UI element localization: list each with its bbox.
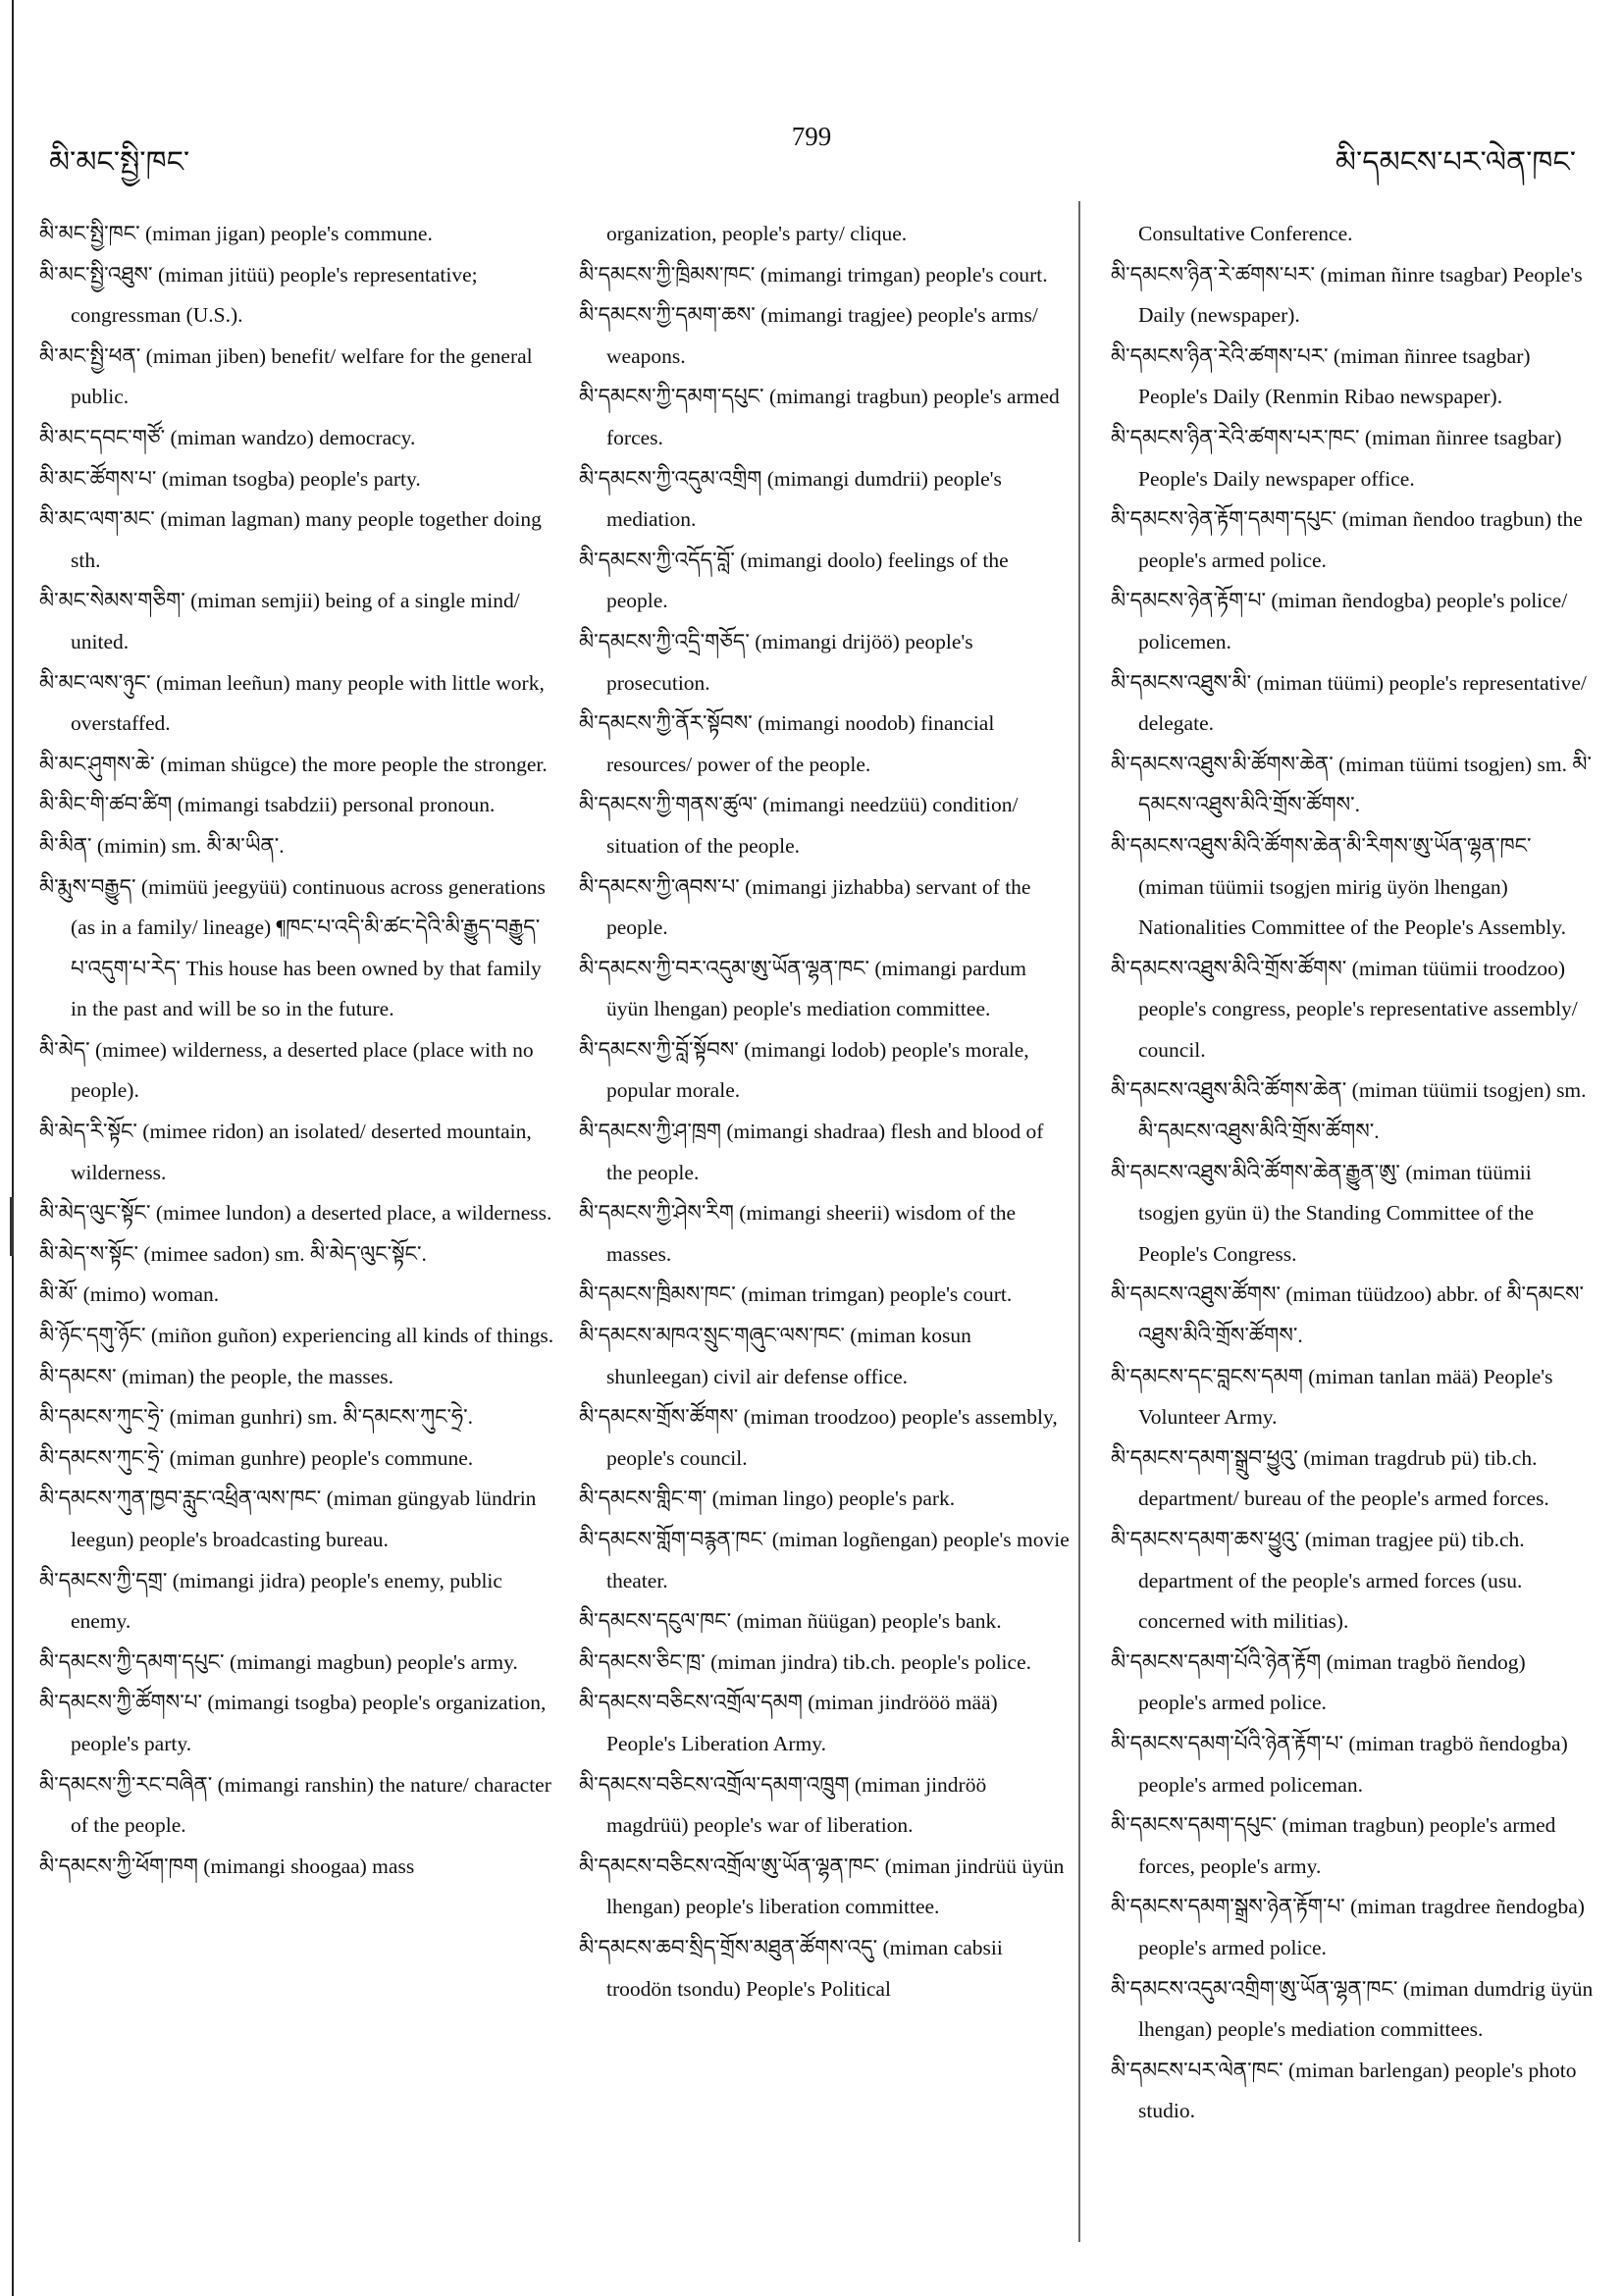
- dictionary-column-1: [39, 214, 554, 1887]
- dictionary-entry: མི་དམངས་ཀྱི་བློ་སྟོབས་ (mimangi lodob) people's morale, popular morale.: [579, 1037, 1029, 1103]
- dictionary-entry: མི་དམངས་འཐུས་མིའི་ཚོགས་ཆེན་མི་རིགས་ཨུ་ཡོན་ལྷན་ཁང་ (miman tüümii tsogjen mirig üyön lhengan) Nationalities Committee of the People's Assembly.: [1111, 833, 1567, 940]
- dictionary-entry: མི་མེད་རི་སྟོང་ (mimee ridon) an isolated/ deserted mountain, wilderness.: [39, 1120, 532, 1184]
- dictionary-entry: མི་དམངས་འཐུས་མིའི་ཚོགས་ཆེན་རྒྱུན་ཨུ་ (miman tüümii tsogjen gyün ü) the Standing Committee of the People's Congress.: [1111, 1160, 1535, 1266]
- dictionary-entry: མི་དམངས་ཉིན་རེ་ཚགས་པར་ (miman ñinre tsagbar) People's Daily (newspaper).: [1111, 262, 1583, 328]
- dictionary-entry: མི་དམངས་ཉིན་རེའི་ཚགས་པར་ཁང་ (miman ñinree tsagbar) People's Daily newspaper office.: [1111, 425, 1562, 491]
- dictionary-entry: མི་དམངས་དངུལ་ཁང་ (miman ñüügan) people's bank.: [579, 1609, 1002, 1634]
- dictionary-entry: མི་དམངས་དམག་དཔུང་ (miman tragbun) people's armed forces, people's army.: [1111, 1813, 1556, 1878]
- dictionary-entry: མི་དམངས་ཀྱི་ནོར་སྟོབས་ (mimangi noodob) financial resources/ power of the people.: [579, 711, 995, 776]
- dictionary-entry: མི་དམངས་ཀྱི་ཚོགས་པ་ (mimangi tsogba) people's organization, people's party.: [39, 1691, 547, 1755]
- dictionary-entry: མི་དམངས་ཀྱི་རང་བཞིན་ (mimangi ranshin) the nature/ character of the people.: [39, 1772, 551, 1838]
- running-head-left: མི་མང་སྤྱི་ཁང་: [49, 145, 190, 180]
- dictionary-entry: མི་དམངས་མཁའ་སྲུང་གཞུང་ལས་ཁང་ (miman kosun shunleegan) civil air defense office.: [579, 1324, 971, 1388]
- dictionary-entry: མི་དམངས་ཅིང་ཁྲ་ (miman jindra) tib.ch. people's police.: [579, 1649, 1031, 1674]
- running-head-right: མི་དམངས་པར་ལེན་ཁང་: [1335, 145, 1576, 180]
- dictionary-entry: མི་མིན་ (mimin) sm. མི་མ་ཡིན་.: [39, 833, 285, 858]
- dictionary-column-3: [1111, 214, 1597, 2132]
- dictionary-entry: མི་དམངས་གྲོས་ཚོགས་ (miman troodzoo) people's assembly, people's council.: [579, 1405, 1058, 1470]
- dictionary-entry: མི་དམངས་པར་ལེན་ཁང་ (miman barlengan) people's photo studio.: [1111, 2058, 1577, 2123]
- dictionary-entry: མི་དམངས་ཀྱི་འདོད་བློ་ (mimangi doolo) feelings of the people.: [579, 548, 1009, 613]
- dictionary-entry: མི་དམངས་འཐུས་ཚོགས་ (miman tüüdzoo) abbr. of མི་དམངས་འཐུས་མིའི་གྲོས་ཚོགས་.: [1111, 1282, 1585, 1348]
- dictionary-entry: མི་མེད་ (mimee) wilderness, a deserted place (place with no people).: [39, 1037, 534, 1103]
- dictionary-entry: organization, people's party/ clique.: [606, 222, 908, 245]
- dictionary-entry: མི་མང་ལས་ཉུང་ (miman leeñun) many people with little work, overstaffed.: [39, 670, 545, 736]
- dictionary-entry: མི་དམངས་ཀྱི་འདུམ་འགྲིག (mimangi dumdrii) people's mediation.: [579, 466, 1002, 532]
- dictionary-entry: མི་དམངས་གླིང་ག་ (miman lingo) people's park.: [579, 1487, 956, 1511]
- dictionary-entry: མི་དམངས་ཀྱི་ཤ་ཁྲག (mimangi shadraa) flesh and blood of the people.: [579, 1120, 1044, 1184]
- dictionary-entry: མི་དམངས་བཅིངས་འགྲོལ་ཨུ་ཡོན་ལྷན་ཁང་ (miman jindrüü üyün lhengan) people's liberation committee.: [579, 1853, 1065, 1919]
- dictionary-entry: Consultative Conference.: [1138, 222, 1353, 245]
- dictionary-entry: མི་དམངས་འཐུས་མིའི་གྲོས་ཚོགས་ (miman tüümii troodzoo) people's congress, people's representative assembly/ council.: [1111, 956, 1578, 1062]
- dictionary-column-2: [579, 214, 1070, 2009]
- dictionary-entry: མི་མང་ལག་མང་ (miman lagman) many people together doing sth.: [39, 507, 542, 572]
- dictionary-entry: མི་དམངས་ཁྲིམས་ཁང་ (miman trimgan) people's court.: [579, 1282, 1013, 1307]
- page-number: 799: [791, 122, 832, 151]
- dictionary-entry: མི་དམངས་འཐུས་མི་ (miman tüümi) people's representative/ delegate.: [1111, 670, 1587, 736]
- dictionary-entry: མི་མེད་ས་སྟོང་ (mimee sadon) sm. མི་མེད་ལུང་སྟོང་.: [39, 1241, 427, 1266]
- dictionary-entry: མི་ཉོང་དགུ་ཉོང་ (miñon guñon) experiencing all kinds of things.: [39, 1324, 554, 1348]
- dictionary-entry: མི་དམངས་གློག་བརྙན་ཁང་ (miman logñengan) people's movie theater.: [579, 1528, 1070, 1592]
- dictionary-entry: མི་དམངས་འཐུས་མི་ཚོགས་ཆེན་ (miman tüümi tsogjen) sm. མི་དམངས་འཐུས་མིའི་གྲོས་ཚོགས་.: [1111, 752, 1592, 817]
- dictionary-entry: མི་མིང་གི་ཚབ་ཚིག (mimangi tsabdzii) personal pronoun.: [39, 793, 496, 817]
- dictionary-entry: མི་མང་སྤྱི་ཁང་ (miman jigan) people's commune.: [39, 222, 433, 245]
- scan-mark: [10, 1197, 14, 1256]
- dictionary-entry: མི་མེད་ལུང་སྟོང་ (mimee lundon) a deserted place, a wilderness.: [39, 1201, 552, 1226]
- dictionary-entry: མི་མང་དབང་གཙོ་ (miman wandzo) democracy.: [39, 425, 416, 449]
- dictionary-entry: མི་དམངས་ཉེན་རྟོག་པ་ (miman ñendogba) people's police/ policemen.: [1111, 589, 1568, 653]
- dictionary-entry: མི་དམངས་ཀྱི་དགྲ་ (mimangi jidra) people's enemy, public enemy.: [39, 1568, 502, 1634]
- page-left-edge: [12, 0, 14, 2296]
- dictionary-entry: མི་མོ་ (mimo) woman.: [39, 1282, 220, 1307]
- dictionary-entry: མི་དམངས་དང་བླངས་དམག (miman tanlan mää) People's Volunteer Army.: [1111, 1364, 1553, 1430]
- dictionary-entry: མི་མང་སྤྱི་ཕན་ (miman jiben) benefit/ welfare for the general public.: [39, 343, 533, 409]
- dictionary-entry: མི་དམངས་དམག་སྒྲུབ་ཕྱུའུ་ (miman tragdrub pü) tib.ch. department/ bureau of the people's armed forces.: [1111, 1445, 1549, 1511]
- dictionary-entry: མི་དམངས་ཉེན་རྟོག་དམག་དཔུང་ (miman ñendoo tragbun) the people's armed police.: [1111, 507, 1583, 572]
- dictionary-entry: མི་དམངས་ཀྱི་ཕོག་ཁག (mimangi shoogaa) mass: [39, 1853, 415, 1878]
- dictionary-entry: མི་དམངས་འཐུས་མིའི་ཚོགས་ཆེན་ (miman tüümii tsogjen) sm. མི་དམངས་འཐུས་མིའི་གྲོས་ཚོགས་.: [1111, 1078, 1587, 1144]
- dictionary-entry: མི་མང་ཤུགས་ཆེ་ (miman shügce) the more people the stronger.: [39, 752, 548, 776]
- dictionary-entry: མི་དམངས་ཀྱི་དམག་དཔུང་ (mimangi magbun) people's army.: [39, 1649, 518, 1674]
- dictionary-entry: མི་དམངས་བཅིངས་འགྲོལ་དམག (miman jindrööö mää) People's Liberation Army.: [579, 1691, 998, 1755]
- dictionary-entry: མི་དམངས་དམག་པོའི་ཉེན་རྟོག་པ་ (miman tragbö ñendogba) people's armed policeman.: [1111, 1731, 1568, 1797]
- dictionary-entry: མི་དམངས་ཀྱི་ཁྲིམས་ཁང་ (mimangi trimgan) people's court.: [579, 262, 1048, 287]
- dictionary-entry: མི་དམངས་ཀུང་ཧྲེ་ (miman gunhri) sm. མི་དམངས་ཀུང་ཧྲེ་.: [39, 1405, 473, 1430]
- dictionary-entry: མི་དམངས་ཀུང་ཧྲེ་ (miman gunhre) people's commune.: [39, 1445, 474, 1470]
- dictionary-entry: མི་མང་སྤྱི་འཐུས་ (miman jitüü) people's representative; congressman (U.S.).: [39, 262, 478, 328]
- dictionary-entry: མི་དམངས་ཀྱི་ཤེས་རིག (mimangi sheerii) wisdom of the masses.: [579, 1201, 1017, 1266]
- dictionary-entry: མི་དམངས་ཀྱི་དམག་ཆས་ (mimangi tragjee) people's arms/ weapons.: [579, 303, 1038, 368]
- dictionary-entry: མི་དམངས་ཀྱི་ཞབས་པ་ (mimangi jizhabba) servant of the people.: [579, 874, 1031, 940]
- dictionary-entry: མི་དམངས་ (miman) the people, the masses.: [39, 1364, 393, 1388]
- dictionary-entry: མི་དམངས་དམག་སྒྲས་ཉེན་རྟོག་པ་ (miman tragdree ñendogba) people's armed police.: [1111, 1895, 1585, 1959]
- dictionary-entry: མི་དམངས་ཆབ་སྲིད་གྲོས་མཐུན་ཚོགས་འདུ་ (miman cabsii troodön tsondu) People's Political: [579, 1935, 1003, 2001]
- dictionary-entry: མི་དམངས་ཀྱི་གནས་ཚུལ་ (mimangi needzüü) condition/ situation of the people.: [579, 793, 1019, 858]
- dictionary-entry: མི་མང་སེམས་གཅིག་ (miman semjii) being of a single mind/ united.: [39, 589, 520, 653]
- dictionary-entry: མི་དམངས་འདུམ་འགྲིག་ཨུ་ཡོན་ལྷན་ཁང་ (miman dumdrig üyün lhengan) people's mediation committees.: [1111, 1976, 1594, 2042]
- dictionary-entry: མི་དམངས་ཀྱི་འདྲི་གཅོད་ (mimangi drijöö) people's prosecution.: [579, 629, 973, 695]
- column-rule: [1078, 201, 1080, 2242]
- dictionary-entry: མི་དམངས་དམག་པོའི་ཉེན་རྟོག (miman tragbö ñendog) people's armed police.: [1111, 1649, 1526, 1715]
- dictionary-entry: མི་མང་ཚོགས་པ་ (miman tsogba) people's party.: [39, 466, 421, 491]
- dictionary-entry: མི་དམངས་ཉིན་རེའི་ཚགས་པར་ (miman ñinree tsagbar) People's Daily (Renmin Ribao newspaper).: [1111, 343, 1531, 409]
- dictionary-entry: མི་རྨུས་བརྒྱུད་ (mimüü jeegyüü) continuous across generations (as in a family/ lineage) ¶ཁང་པ་འདི་མི་ཚང་དེའི་མི་རྒྱུད་བརྒྱུད་པ་འདུག་པ་རེད་ This house has been owned by that family in the past and will be so in the future.: [39, 874, 546, 1021]
- dictionary-entry: མི་དམངས་ཀྱི་དམག་དཔུང་ (mimangi tragbun) people's armed forces.: [579, 385, 1060, 449]
- dictionary-entry: མི་དམངས་ཀུན་ཁྱབ་རླུང་འཕྲིན་ལས་ཁང་ (miman güngyab lündrin leegun) people's broadcasting bureau.: [39, 1487, 537, 1551]
- dictionary-entry: མི་དམངས་དམག་ཆས་ཕྱུའུ་ (miman tragjee pü) tib.ch. department of the people's armed forces (usu. concerned with militias).: [1111, 1528, 1525, 1634]
- dictionary-entry: མི་དམངས་བཅིངས་འགྲོལ་དམག་འཁྲུག (miman jindröö magdrüü) people's war of liberation.: [579, 1772, 987, 1838]
- dictionary-entry: མི་དམངས་ཀྱི་བར་འདུམ་ཨུ་ཡོན་ལྷན་ཁང་ (mimangi pardum üyün lhengan) people's mediation committee.: [579, 956, 1027, 1021]
